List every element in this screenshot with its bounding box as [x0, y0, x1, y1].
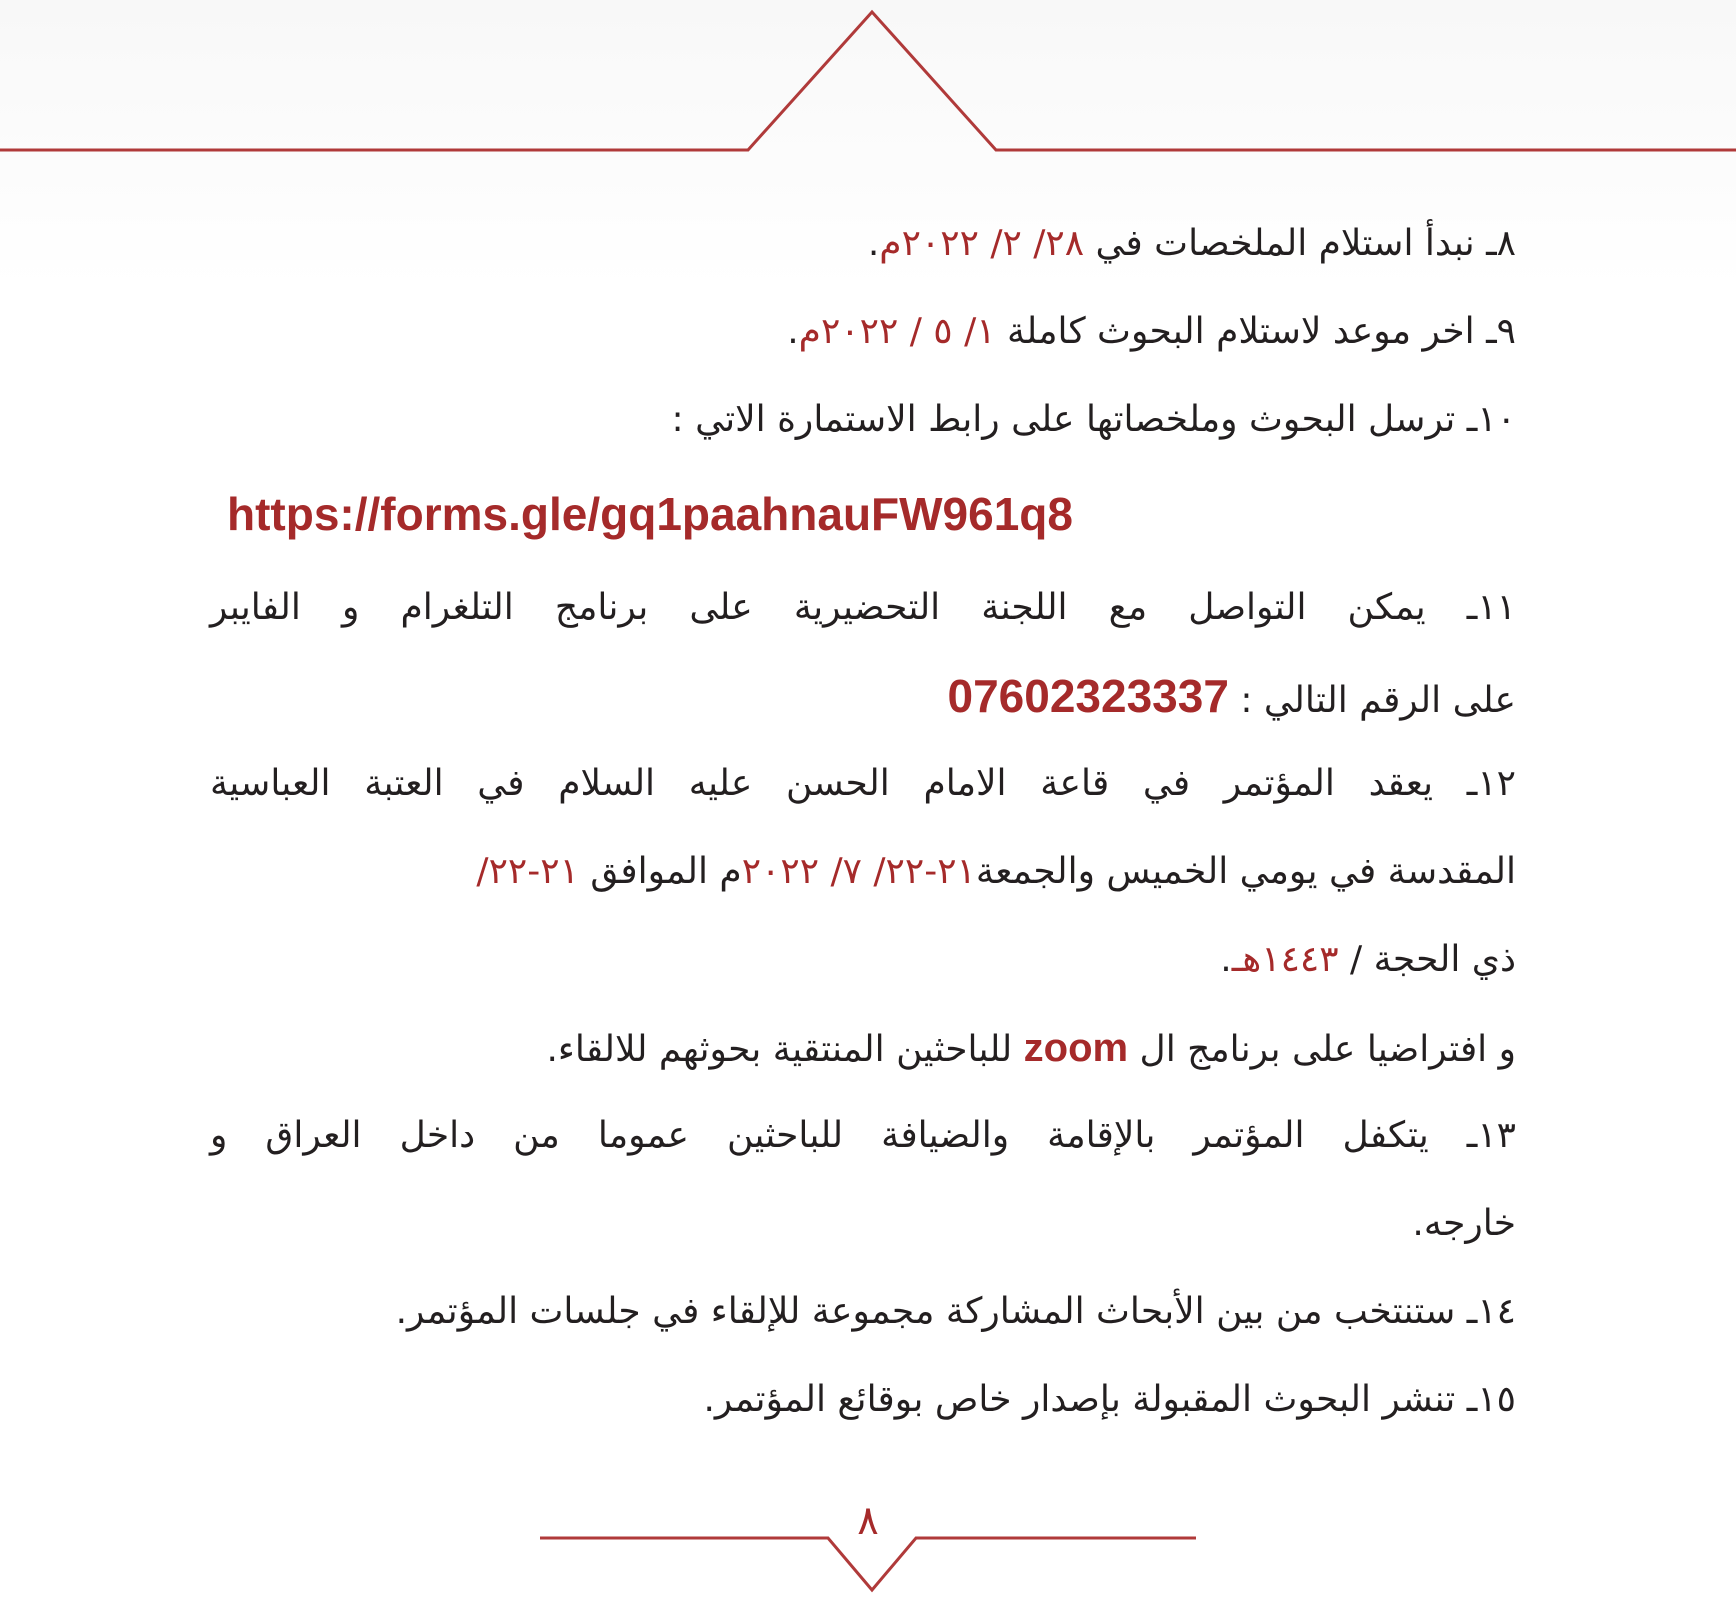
- item-12-line-3-end: .: [1220, 939, 1232, 980]
- list-item-11-cont: [210, 652, 1516, 740]
- list-item-12: [210, 740, 1516, 828]
- list-item-9: [210, 288, 1516, 376]
- item-10-text: ١٠ـ ترسل البحوث وملخصاتها على رابط الاستمارة الاتي :: [671, 399, 1516, 440]
- item-8-end: .: [867, 223, 880, 264]
- item-9-end: .: [787, 311, 799, 352]
- item-13-line-1: ١٣ـ يتكفل المؤتمر بالإقامة والضيافة للباحثين عموما من داخل العراق و: [210, 1115, 1516, 1156]
- item-12-line-4-end: للباحثين المنتقية بحوثهم للالقاء.: [546, 1029, 1024, 1070]
- abstracts-start-date: ٢٨/ ٢/ ٢٠٢٢م: [879, 223, 1085, 264]
- list-item-12-line-4: [210, 1004, 1516, 1092]
- page-number: ٨: [857, 1498, 879, 1544]
- item-14-text: ١٤ـ ستنتخب من بين الأبحاث المشاركة مجموعة للإلقاء في جلسات المؤتمر.: [395, 1291, 1516, 1332]
- list-item-12-line-3: [210, 916, 1516, 1004]
- item-8-text: ٨ـ نبدأ استلام الملخصات في: [1084, 223, 1516, 264]
- conditions-list: [210, 200, 1516, 1444]
- hijri-year: ١٤٤٣هـ: [1231, 939, 1339, 980]
- list-item-13-cont: [210, 1180, 1516, 1268]
- item-11-line-2: على الرقم التالي :: [1228, 680, 1516, 721]
- list-item-11: [210, 564, 1516, 652]
- item-12-line-3-text: ذي الحجة /: [1338, 939, 1516, 980]
- item-12-line-2-text: المقدسة في يومي الخميس والجمعة: [975, 851, 1516, 892]
- item-13-line-2: خارجه.: [1412, 1203, 1516, 1244]
- header-rule: [0, 12, 1736, 150]
- list-item-8: [210, 200, 1516, 288]
- item-9-text: ٩ـ اخر موعد لاستلام البحوث كاملة: [995, 311, 1516, 352]
- item-12-line-4-text: و افتراضيا على برنامج ال: [1128, 1029, 1516, 1070]
- item-12-line-1: ١٢ـ يعقد المؤتمر في قاعة الامام الحسن عليه السلام في العتبة العباسية: [210, 763, 1516, 804]
- list-item-10: [210, 376, 1516, 464]
- list-item-15: [210, 1356, 1516, 1444]
- list-item-12-line-2: [210, 828, 1516, 916]
- zoom-label: zoom: [1023, 1026, 1129, 1070]
- list-item-13: [210, 1092, 1516, 1180]
- form-link[interactable]: https://forms.gle/gq1paahnauFW961q8: [227, 488, 1073, 540]
- list-item-14: [210, 1268, 1516, 1356]
- item-12-line-2-mid: م الموافق: [578, 851, 742, 892]
- phone-number[interactable]: 07602323337: [947, 670, 1229, 722]
- item-15-text: ١٥ـ تنشر البحوث المقبولة بإصدار خاص بوقائع المؤتمر.: [703, 1379, 1516, 1420]
- item-11-line-1: ١١ـ يمكن التواصل مع اللجنة التحضيرية على برنامج التلغرام و الفايبر: [210, 587, 1516, 628]
- gregorian-date: ٢١-٢٢/ ٧/ ٢٠٢٢: [741, 851, 976, 892]
- papers-deadline-date: ١/ ٥ / ٢٠٢٢م: [798, 311, 996, 352]
- hijri-days: ٢١-٢٢/: [476, 851, 579, 892]
